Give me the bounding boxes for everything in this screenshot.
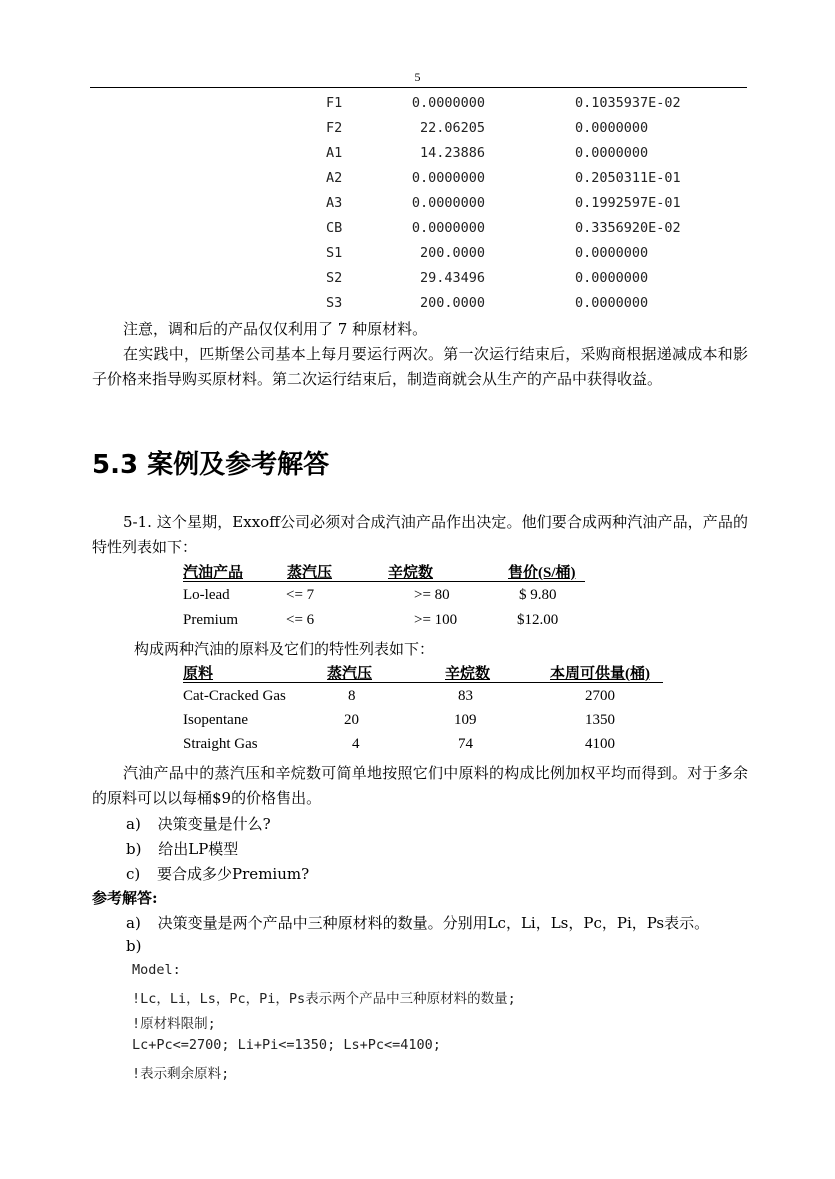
answer-b-label: b) bbox=[126, 937, 142, 955]
result-row bbox=[0, 170, 835, 194]
result-reduced-cost: 0.0000000 bbox=[575, 245, 649, 261]
materials-header-underline bbox=[183, 682, 663, 683]
table-row bbox=[0, 736, 835, 759]
code-line: !Lc，Li，Ls，Pc，Pi，Ps表示两个产品中三种原材料的数量; bbox=[132, 991, 516, 1007]
material-vapor: 20 bbox=[344, 712, 359, 728]
practice-paragraph: 在实践中，匹斯堡公司基本上每月要运行两次。第一次运行结束后，采购商根据递减成本和影子价格来指导购买原材料。第二次运行结束后，制造商就会从生产的产品中获得收益。 bbox=[92, 345, 748, 388]
code-line: !原材料限制; bbox=[132, 1016, 216, 1032]
material-vapor: 4 bbox=[352, 736, 360, 752]
blend-note: 汽油产品中的蒸汽压和辛烷数可简单地按照它们中原料的构成比例加权平均而得到。对于多余的原料可以以每桶$9的价格售出。 bbox=[92, 764, 748, 807]
answer-a bbox=[126, 912, 766, 933]
result-reduced-cost: 0.0000000 bbox=[575, 145, 649, 161]
table-row bbox=[0, 688, 835, 711]
result-name: A1 bbox=[326, 145, 343, 161]
material-supply: 2700 bbox=[585, 688, 615, 704]
result-value: 0.0000000 bbox=[411, 170, 485, 186]
list-item bbox=[126, 863, 309, 884]
code-line: !表示剩余原料; bbox=[132, 1066, 230, 1082]
result-reduced-cost: 0.0000000 bbox=[575, 270, 649, 286]
result-reduced-cost: 0.3356920E-02 bbox=[575, 220, 681, 236]
result-row bbox=[0, 220, 835, 244]
answer-a-label: a) bbox=[126, 914, 141, 932]
result-reduced-cost: 0.2050311E-01 bbox=[575, 170, 681, 186]
result-value: 0.0000000 bbox=[411, 95, 485, 111]
result-value: 14.23886 bbox=[419, 145, 485, 161]
result-row bbox=[0, 95, 835, 119]
result-value: 29.43496 bbox=[419, 270, 485, 286]
problem-intro: 5-1. 这个星期，Exxoff公司必须对合成汽油产品作出决定。他们要合成两种汽油产品，产品的特性列表如下： bbox=[92, 513, 748, 556]
materials-header-octane: 辛烷数 bbox=[445, 666, 491, 682]
result-reduced-cost: 0.1992597E-01 bbox=[575, 195, 681, 211]
question-text: 要合成多少Premium? bbox=[157, 865, 310, 883]
result-row bbox=[0, 145, 835, 169]
material-supply: 1350 bbox=[585, 712, 615, 728]
list-item bbox=[126, 838, 238, 859]
product-name: Premium bbox=[183, 612, 238, 628]
products-header-octane: 辛烷数 bbox=[388, 565, 434, 581]
result-value: 200.0000 bbox=[419, 245, 485, 261]
materials-header-name: 原料 bbox=[183, 666, 214, 682]
result-value: 0.0000000 bbox=[411, 195, 485, 211]
result-reduced-cost: 0.0000000 bbox=[575, 120, 649, 136]
answer-a-text: 决策变量是两个产品中三种原材料的数量。分别用Lc，Li，Ls，Pc，Pi，Ps表示。 bbox=[157, 914, 710, 932]
material-name: Isopentane bbox=[183, 712, 248, 728]
result-row bbox=[0, 195, 835, 219]
result-reduced-cost: 0.0000000 bbox=[575, 295, 649, 311]
result-value: 0.0000000 bbox=[411, 220, 485, 236]
product-octane: >= 100 bbox=[414, 612, 458, 628]
question-label: b) bbox=[126, 840, 142, 858]
answer-heading: 参考解答: bbox=[92, 889, 158, 907]
result-name: A3 bbox=[326, 195, 343, 211]
result-name: CB bbox=[326, 220, 343, 236]
question-label: a) bbox=[126, 815, 141, 833]
product-price: $12.00 bbox=[517, 612, 559, 628]
material-supply: 4100 bbox=[585, 736, 615, 752]
result-value: 200.0000 bbox=[419, 295, 485, 311]
result-name: S3 bbox=[326, 295, 343, 311]
result-value: 22.06205 bbox=[419, 120, 485, 136]
product-price: $ 9.80 bbox=[519, 587, 557, 603]
code-line: Model: bbox=[132, 962, 181, 978]
products-header-vapor: 蒸汽压 bbox=[287, 565, 333, 581]
material-octane: 109 bbox=[454, 712, 477, 728]
result-name: S2 bbox=[326, 270, 343, 286]
note-paragraph: 注意，调和后的产品仅仅利用了 7 种原材料。 bbox=[123, 320, 428, 338]
material-octane: 74 bbox=[458, 736, 473, 752]
product-octane: >= 80 bbox=[414, 587, 450, 603]
products-header-underline bbox=[183, 581, 585, 582]
table-row bbox=[0, 587, 835, 610]
result-name: F2 bbox=[326, 120, 343, 136]
materials-header-vapor: 蒸汽压 bbox=[327, 666, 373, 682]
result-row bbox=[0, 295, 835, 319]
result-name: F1 bbox=[326, 95, 343, 111]
code-line: Lc+Pc<=2700; Li+Pi<=1350; Ls+Pc<=4100; bbox=[132, 1037, 441, 1053]
table-row bbox=[0, 712, 835, 735]
products-header-product: 汽油产品 bbox=[183, 565, 244, 581]
result-row bbox=[0, 245, 835, 269]
page-number: 5 bbox=[414, 70, 421, 84]
result-row bbox=[0, 120, 835, 144]
result-name: S1 bbox=[326, 245, 343, 261]
result-reduced-cost: 0.1035937E-02 bbox=[575, 95, 681, 111]
products-header-price: 售价(S/桶) bbox=[508, 565, 576, 581]
material-name: Cat-Cracked Gas bbox=[183, 688, 286, 704]
question-label: c) bbox=[126, 865, 141, 883]
header-rule bbox=[90, 87, 747, 88]
material-vapor: 8 bbox=[348, 688, 356, 704]
material-name: Straight Gas bbox=[183, 736, 258, 752]
results-listing bbox=[0, 0, 681, 311]
question-text: 决策变量是什么? bbox=[157, 815, 271, 833]
list-item bbox=[126, 813, 271, 834]
section-title: 5.3 案例及参考解答 bbox=[92, 450, 330, 480]
material-octane: 83 bbox=[458, 688, 473, 704]
materials-header-supply: 本周可供量(桶) bbox=[550, 666, 650, 682]
product-vapor: <= 6 bbox=[286, 612, 315, 628]
result-row bbox=[0, 270, 835, 294]
materials-intro: 构成两种汽油的原料及它们的特性列表如下： bbox=[134, 640, 435, 658]
question-text: 给出LP模型 bbox=[158, 840, 239, 858]
product-name: Lo-lead bbox=[183, 587, 230, 603]
result-name: A2 bbox=[326, 170, 343, 186]
product-vapor: <= 7 bbox=[286, 587, 315, 603]
table-row bbox=[0, 612, 835, 635]
